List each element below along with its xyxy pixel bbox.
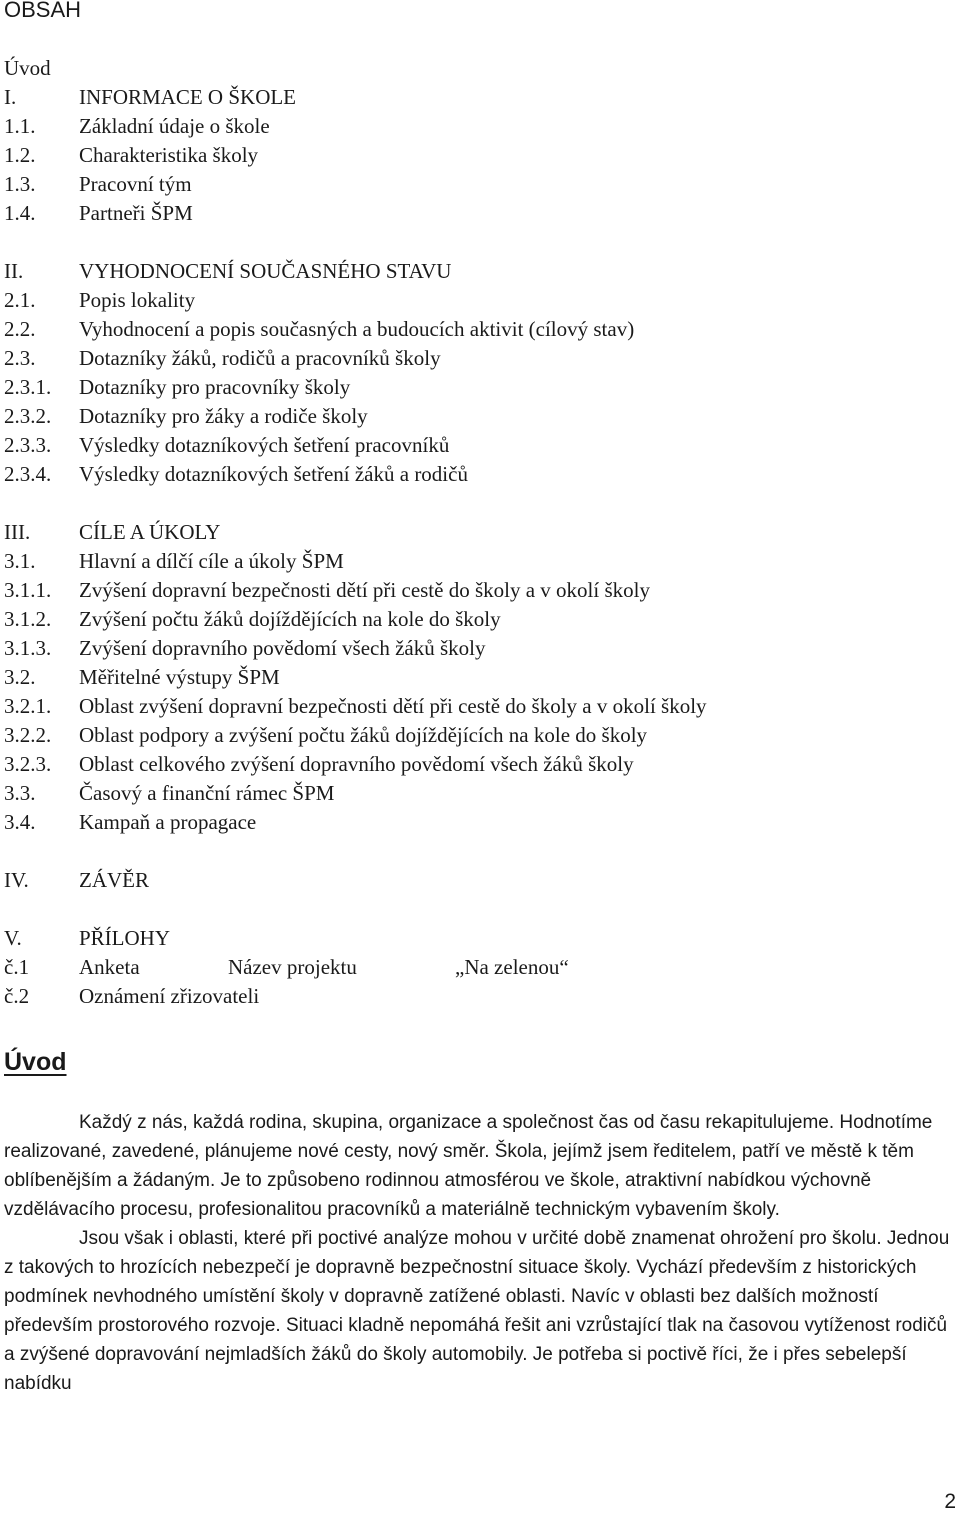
toc-entry-number: 3.2.2.	[4, 723, 52, 747]
toc-entry-title: Dotazníky pro žáky a rodiče školy	[79, 404, 368, 428]
page-number: 2	[944, 1490, 956, 1513]
toc-entry-title: Výsledky dotazníkových šetření žáků a rodičů	[79, 462, 468, 486]
toc-entry-title: Oblast zvýšení dopravní bezpečnosti dětí při cestě do školy a v okolí školy	[79, 694, 707, 718]
toc-entry	[4, 576, 707, 605]
toc-entry-number: 2.3.4.	[4, 462, 52, 486]
toc-entry-title: Časový a finanční rámec ŠPM	[79, 781, 335, 805]
toc-entry-title: Oblast podpory a zvýšení počtu žáků dojíždějících na kole do školy	[79, 723, 648, 747]
toc-entry-title: Základní údaje o škole	[79, 114, 270, 138]
toc-entry-number: 1.1.	[4, 114, 36, 138]
toc-entry	[4, 605, 707, 634]
toc-entry	[4, 460, 707, 489]
toc-annex-title: Anketa	[79, 955, 140, 979]
toc-entry-title: Měřitelné výstupy ŠPM	[79, 665, 280, 689]
toc-annex-number: č.1	[4, 955, 30, 979]
toc-entry	[4, 141, 707, 170]
toc-entry	[4, 170, 707, 199]
toc-entry-title: Zvýšení dopravního povědomí všech žáků školy	[79, 636, 486, 660]
toc-section-number: I.	[4, 85, 17, 109]
toc-entry-number: 2.3.2.	[4, 404, 52, 428]
toc-entry	[4, 808, 707, 837]
toc-entry-title: Hlavní a dílčí cíle a úkoly ŠPM	[79, 549, 344, 573]
toc-entry-number: 2.1.	[4, 288, 36, 312]
toc-entry-title: Dotazníky pro pracovníky školy	[79, 375, 351, 399]
intro-heading: Úvod	[4, 1048, 67, 1076]
toc-section-1	[4, 83, 707, 112]
toc-entry-number: 3.1.1.	[4, 578, 52, 602]
toc-heading: OBSAH	[4, 0, 82, 22]
toc-entry	[4, 750, 707, 779]
toc-entry	[4, 692, 707, 721]
toc-section-2	[4, 257, 707, 286]
toc-entry-title: Popis lokality	[79, 288, 196, 312]
toc-spacer	[4, 837, 707, 866]
toc-entry-number: 3.2.	[4, 665, 36, 689]
toc-entry	[4, 721, 707, 750]
toc-entry	[4, 199, 707, 228]
toc-entry-number: 2.3.3.	[4, 433, 52, 457]
toc-entry-title: Úvod	[4, 56, 51, 80]
toc-entry	[4, 547, 707, 576]
intro-paragraph: Každý z nás, každá rodina, skupina, organizace a společnost čas od času rekapitulujeme. Hodnotíme realizované, zavedené, plánujeme nové cesty, nový směr. Škola, jejímž jsem ředitelem, patří ve městě k těm oblíbenějším a žádaným. Je to způsobeno rodinnou atmosférou ve škole, atraktivní nabídkou výchovně vzdělávacího procesu, profesionalitou pracovníků a materiálně technickým vybavením školy.	[4, 1112, 933, 1220]
toc-entry-number: 2.3.	[4, 346, 36, 370]
toc-entry-title: Dotazníky žáků, rodičů a pracovníků školy	[79, 346, 441, 370]
toc-entry-title: Oblast celkového zvýšení dopravního povědomí všech žáků školy	[79, 752, 634, 776]
toc-section-5	[4, 924, 707, 953]
toc-entry-number: 2.2.	[4, 317, 36, 341]
toc-entry-number: 3.2.3.	[4, 752, 52, 776]
toc-section-number: III.	[4, 520, 31, 544]
toc-section-number: IV.	[4, 868, 29, 892]
toc-entry-number: 1.3.	[4, 172, 36, 196]
toc-spacer	[4, 895, 707, 924]
toc-annex-project-name: „Na zelenou“	[455, 955, 569, 979]
toc-section-title: VYHODNOCENÍ SOUČASNÉHO STAVU	[79, 259, 452, 283]
toc-entry-number: 3.1.3.	[4, 636, 52, 660]
toc-entry-title: Zvýšení počtu žáků dojíždějících na kole do školy	[79, 607, 501, 631]
toc-entry	[4, 779, 707, 808]
toc-annex-title: Oznámení zřizovateli	[79, 984, 260, 1008]
toc-entry-title: Kampaň a propagace	[79, 810, 257, 834]
toc-section-title: PŘÍLOHY	[79, 926, 171, 950]
intro-body	[4, 1108, 950, 1398]
toc-entry-number: 1.4.	[4, 201, 36, 225]
table-of-contents	[4, 54, 707, 1011]
toc-entry-title: Výsledky dotazníkových šetření pracovníků	[79, 433, 450, 457]
toc-entry	[4, 286, 707, 315]
toc-spacer	[4, 228, 707, 257]
toc-entry-number: 3.4.	[4, 810, 36, 834]
toc-entry-title: Charakteristika školy	[79, 143, 259, 167]
toc-entry-number: 3.3.	[4, 781, 36, 805]
toc-entry-number: 1.2.	[4, 143, 36, 167]
toc-entry-title: Partneři ŠPM	[79, 201, 193, 225]
toc-entry	[4, 373, 707, 402]
toc-annex	[4, 953, 707, 982]
toc-entry	[4, 431, 707, 460]
toc-section-number: II.	[4, 259, 24, 283]
toc-entry-number: 3.1.	[4, 549, 36, 573]
toc-entry	[4, 315, 707, 344]
toc-section-title: INFORMACE O ŠKOLE	[79, 85, 297, 109]
toc-entry-title: Zvýšení dopravní bezpečnosti dětí při cestě do školy a v okolí školy	[79, 578, 650, 602]
toc-section-title: ZÁVĚR	[79, 868, 149, 892]
toc-entry-number: 3.1.2.	[4, 607, 52, 631]
toc-entry-number: 3.2.1.	[4, 694, 52, 718]
toc-entry-title: Vyhodnocení a popis současných a budoucích aktivit (cílový stav)	[79, 317, 635, 341]
intro-paragraph: Jsou však i oblasti, které při poctivé analýze mohou v určité době znamenat ohrožení pro školu. Jednou z takových to hrozících nebezpečí je dopravně bezpečnostní situace školy. Vychází především z historických podmínek nevhodného umístění školy v dopravně zatížené oblasti. Navíc v oblasti bez dalších možností především prostorového rozvoje. Situaci kladně nepomáhá řešit ani vzrůstající tlak na časovou vytíženost rodičů a zvýšené dopravování nejmladších žáků do školy automobily. Je potřeba si poctivě říci, že i přes sebelepší nabídku	[4, 1228, 950, 1394]
toc-entry	[4, 402, 707, 431]
toc-section-4	[4, 866, 707, 895]
toc-section-title: CÍLE A ÚKOLY	[79, 520, 221, 544]
toc-entry-intro	[4, 54, 707, 83]
toc-entry	[4, 634, 707, 663]
toc-entry	[4, 344, 707, 373]
toc-entry-title: Pracovní tým	[79, 172, 192, 196]
toc-spacer	[4, 489, 707, 518]
toc-entry	[4, 663, 707, 692]
toc-annex	[4, 982, 707, 1011]
toc-entry	[4, 112, 707, 141]
toc-annex-number: č.2	[4, 984, 30, 1008]
toc-entry-number: 2.3.1.	[4, 375, 52, 399]
toc-annex-subtitle: Název projektu	[228, 955, 357, 979]
toc-section-3	[4, 518, 707, 547]
toc-section-number: V.	[4, 926, 22, 950]
